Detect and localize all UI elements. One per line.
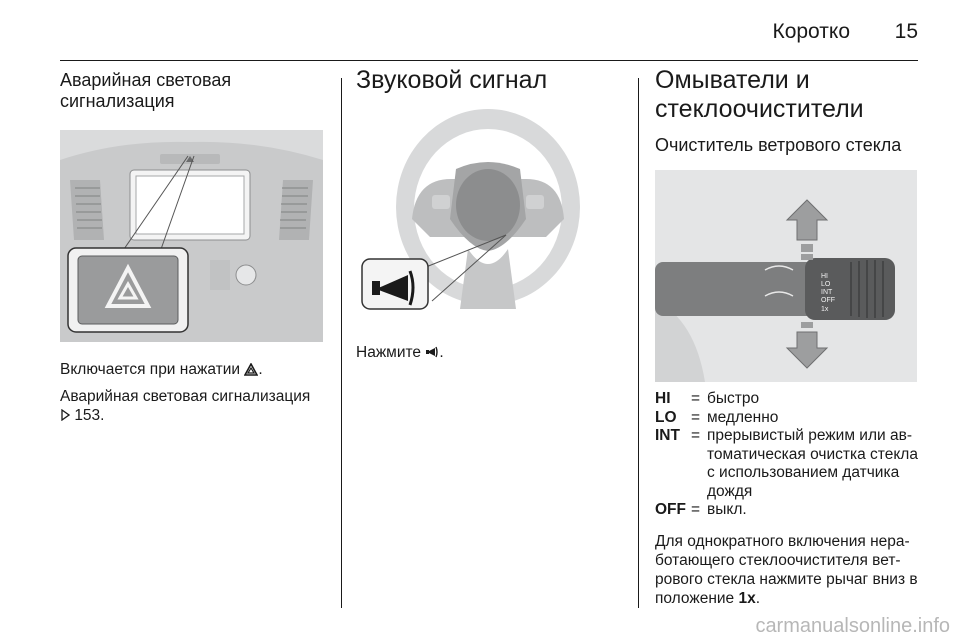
header-title: Коротко — [772, 20, 850, 43]
horn-icon — [425, 344, 439, 363]
wiper-definitions — [655, 390, 920, 520]
wipers-subheading: Очиститель ветрового стекла — [655, 135, 902, 155]
hazard-icon — [244, 362, 258, 381]
wiper-instruction: Для однократного включения нера-ботающего стеклоочистителя вет-рового стекла нажмите рычаг вниз в положение 1x. — [655, 532, 918, 607]
definition-row: HI = быстро — [655, 390, 760, 407]
page-header — [60, 0, 918, 61]
wipers-heading: Омыватели и стеклоочистители — [655, 66, 864, 123]
hazard-heading: Аварийная световая сигнализация — [60, 70, 232, 111]
definition-row: INT = прерывистый режим или ав-томатическая очистка стекла с использованием датчика дождя — [655, 427, 918, 500]
definition-row: LO = медленно — [655, 408, 779, 426]
page-ref-icon — [60, 407, 70, 426]
stalk-label-hi: HI — [821, 273, 828, 280]
hazard-illustration — [60, 130, 323, 342]
hazard-press-text: Включается при нажатии . — [60, 360, 325, 381]
wiper-stalk-illustration — [655, 170, 917, 382]
stalk-label-1x: 1x — [821, 306, 829, 313]
horn-section — [356, 66, 621, 363]
instruction-position: 1x — [738, 589, 756, 607]
hazard-section — [60, 66, 325, 426]
stalk-label-lo: LO — [821, 281, 831, 288]
watermark: carmanualsonline.info — [755, 615, 950, 637]
horn-illustration — [356, 109, 619, 321]
stalk-label-int: INT — [821, 289, 833, 296]
horn-press-text: Нажмите . — [356, 344, 444, 361]
stalk-label-off: OFF — [821, 297, 835, 304]
hazard-reference: Аварийная световая сигнализация 153. — [60, 388, 311, 424]
wipers-section — [655, 66, 920, 608]
definition-row: OFF = выкл. — [655, 501, 747, 518]
column-divider — [341, 78, 342, 608]
hazard-ref-page: 153. — [74, 407, 105, 424]
horn-heading: Звуковой сигнал — [356, 66, 548, 94]
column-divider — [638, 78, 639, 608]
page-number: 15 — [894, 20, 918, 43]
